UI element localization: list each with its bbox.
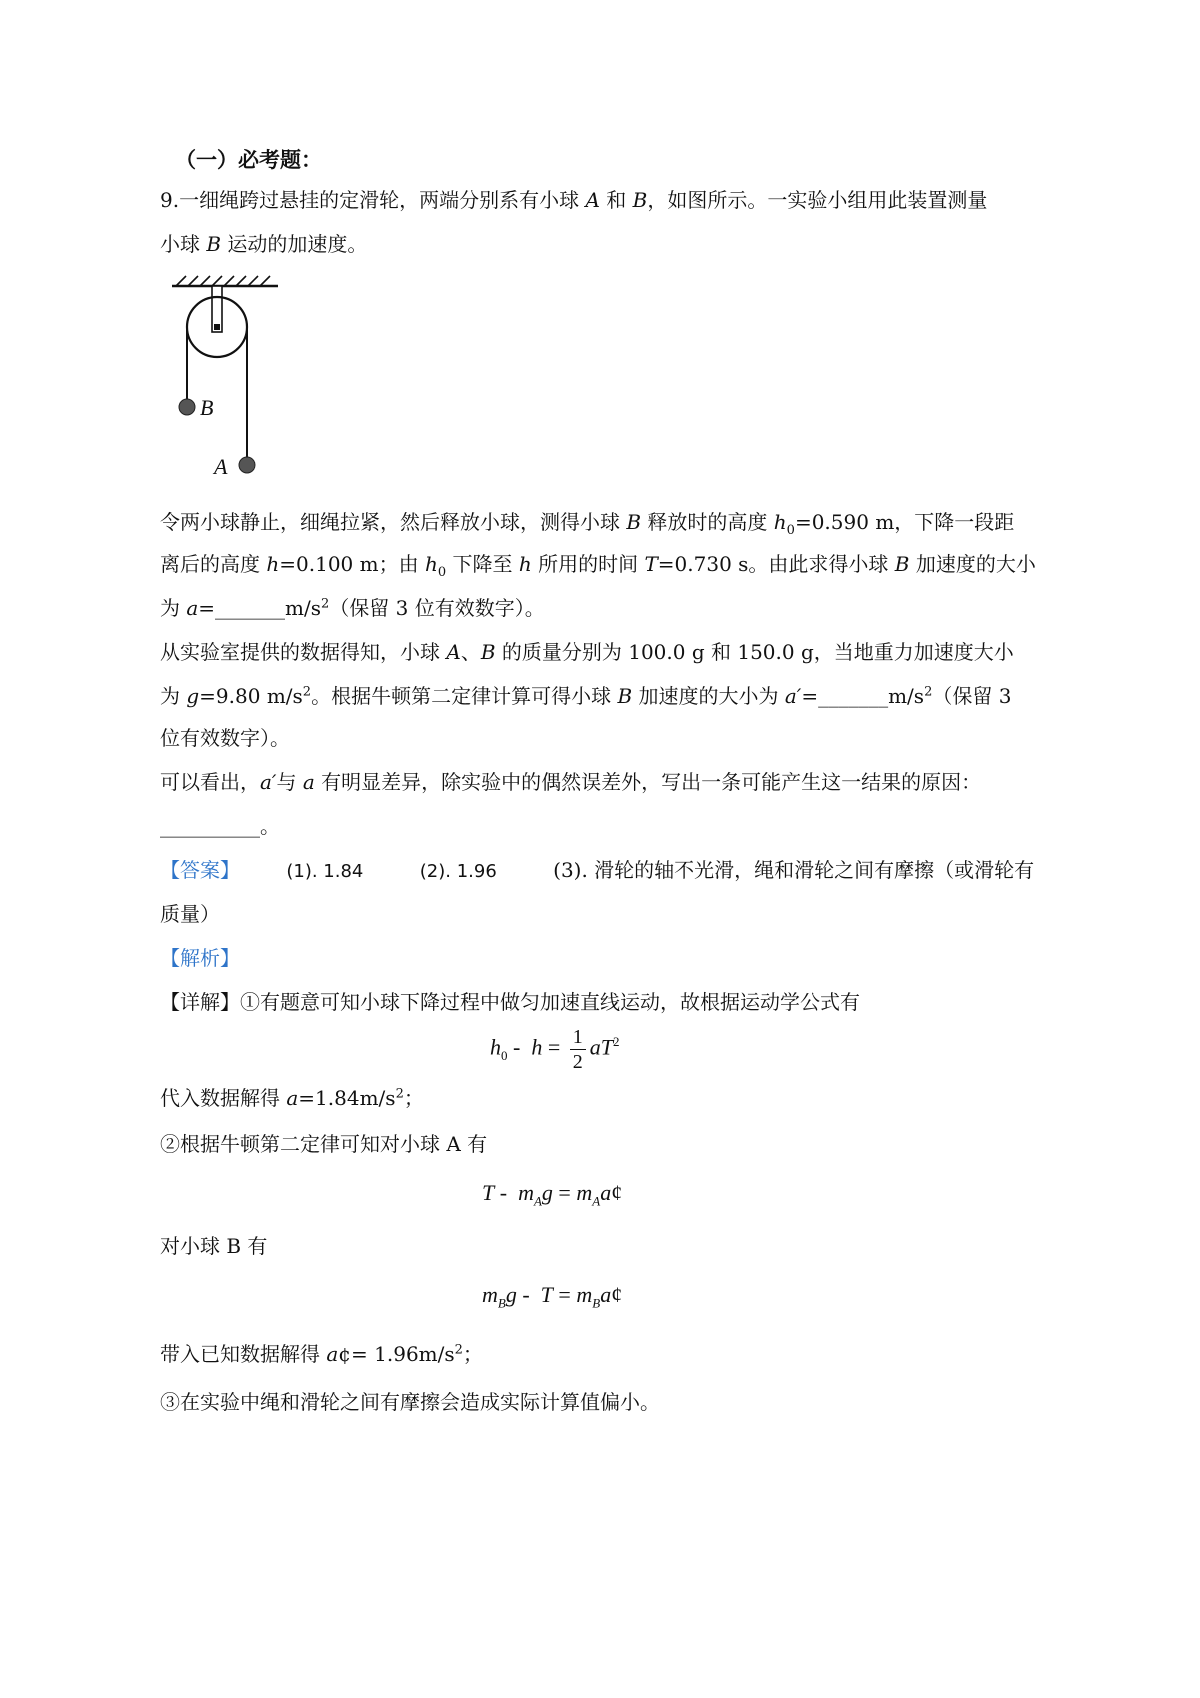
question-line-2: 小球 B 运动的加速度。 [160, 232, 368, 256]
analysis-step-3: 对小球 B 有 [160, 1234, 268, 1258]
para2-line-1: 从实验室提供的数据得知，小球 A、B 的质量分别为 100.0 g 和 150.0 g，当地重力加速度大小 [160, 640, 1014, 664]
equation-3: $m_Bg$ - $T = m_Ba¢$ [482, 1282, 623, 1311]
answer-item-3: (3). 滑轮的轴不光滑，绳和滑轮之间有摩擦（或滑轮有 [553, 858, 1035, 882]
label-b: B [200, 395, 214, 420]
answer-line-1 [160, 856, 1034, 886]
analysis-step-1 [160, 988, 860, 1016]
detail-tag: 【详解】 [160, 990, 240, 1014]
answer-tag: 【答案】 [160, 858, 240, 882]
para1-line-1: 令两小球静止，细绳拉紧，然后释放小球，测得小球 B 释放时的高度 $h_0=0.590$ m，下降一段距 [160, 510, 1015, 538]
answer-item-1: (1). 1.84 [286, 861, 364, 882]
answer-item-2: (2). 1.96 [419, 861, 497, 882]
equation-2: T - $m_Ag$ = $m_Aa¢$ [482, 1180, 623, 1209]
result-1: 代入数据解得 $a=1.84m/s^2$； [160, 1086, 424, 1110]
analysis-step-4: ③在实验中绳和滑轮之间有摩擦会造成实际计算值偏小。 [160, 1390, 660, 1414]
para3-line-1: 可以看出，a′与 a 有明显差异，除实验中的偶然误差外，写出一条可能产生这一结果的原因： [160, 770, 982, 794]
para3-line-2: __________。 [160, 814, 280, 838]
para1-line-3: 为 $a=\_\_\_\_\_\_\_m/s^2$（保留 3 位有效数字）。 [160, 596, 545, 620]
pulley-diagram [168, 272, 308, 492]
label-a: A [214, 454, 228, 479]
analysis-tag: 【解析】 [160, 946, 240, 970]
answer-line-2: 质量） [160, 902, 220, 926]
equation-1: $h_0$ - h = $\frac{1}{2}$ $aT^2$ [490, 1026, 620, 1073]
question-line-1: 9.一细绳跨过悬挂的定滑轮，两端分别系有小球 A 和 B，如图所示。一实验小组用此装置测量 [160, 188, 988, 212]
step1-text: ①有题意可知小球下降过程中做匀加速直线运动，故根据运动学公式有 [240, 990, 860, 1014]
para1-line-2: 离后的高度 h=0.100 m；由 $h_0$ 下降至 h 所用的时间 T=0.730 s。由此求得小球 B 加速度的大小 [160, 552, 1036, 580]
analysis-step-2: ②根据牛顿第二定律可知对小球 A 有 [160, 1132, 488, 1156]
section-title: （一）必考题： [175, 147, 322, 172]
para2-line-3: 位有效数字）。 [160, 726, 290, 750]
result-2: 带入已知数据解得 a¢= $1.96m/s^2$； [160, 1342, 483, 1366]
para2-line-2: 为 g=9.80 $m/s^2$。根据牛顿第二定律计算可得小球 B 加速度的大小为 $a'=\_\_\_\_\_\_\_m/s^2$（保留 3 [160, 684, 1012, 708]
